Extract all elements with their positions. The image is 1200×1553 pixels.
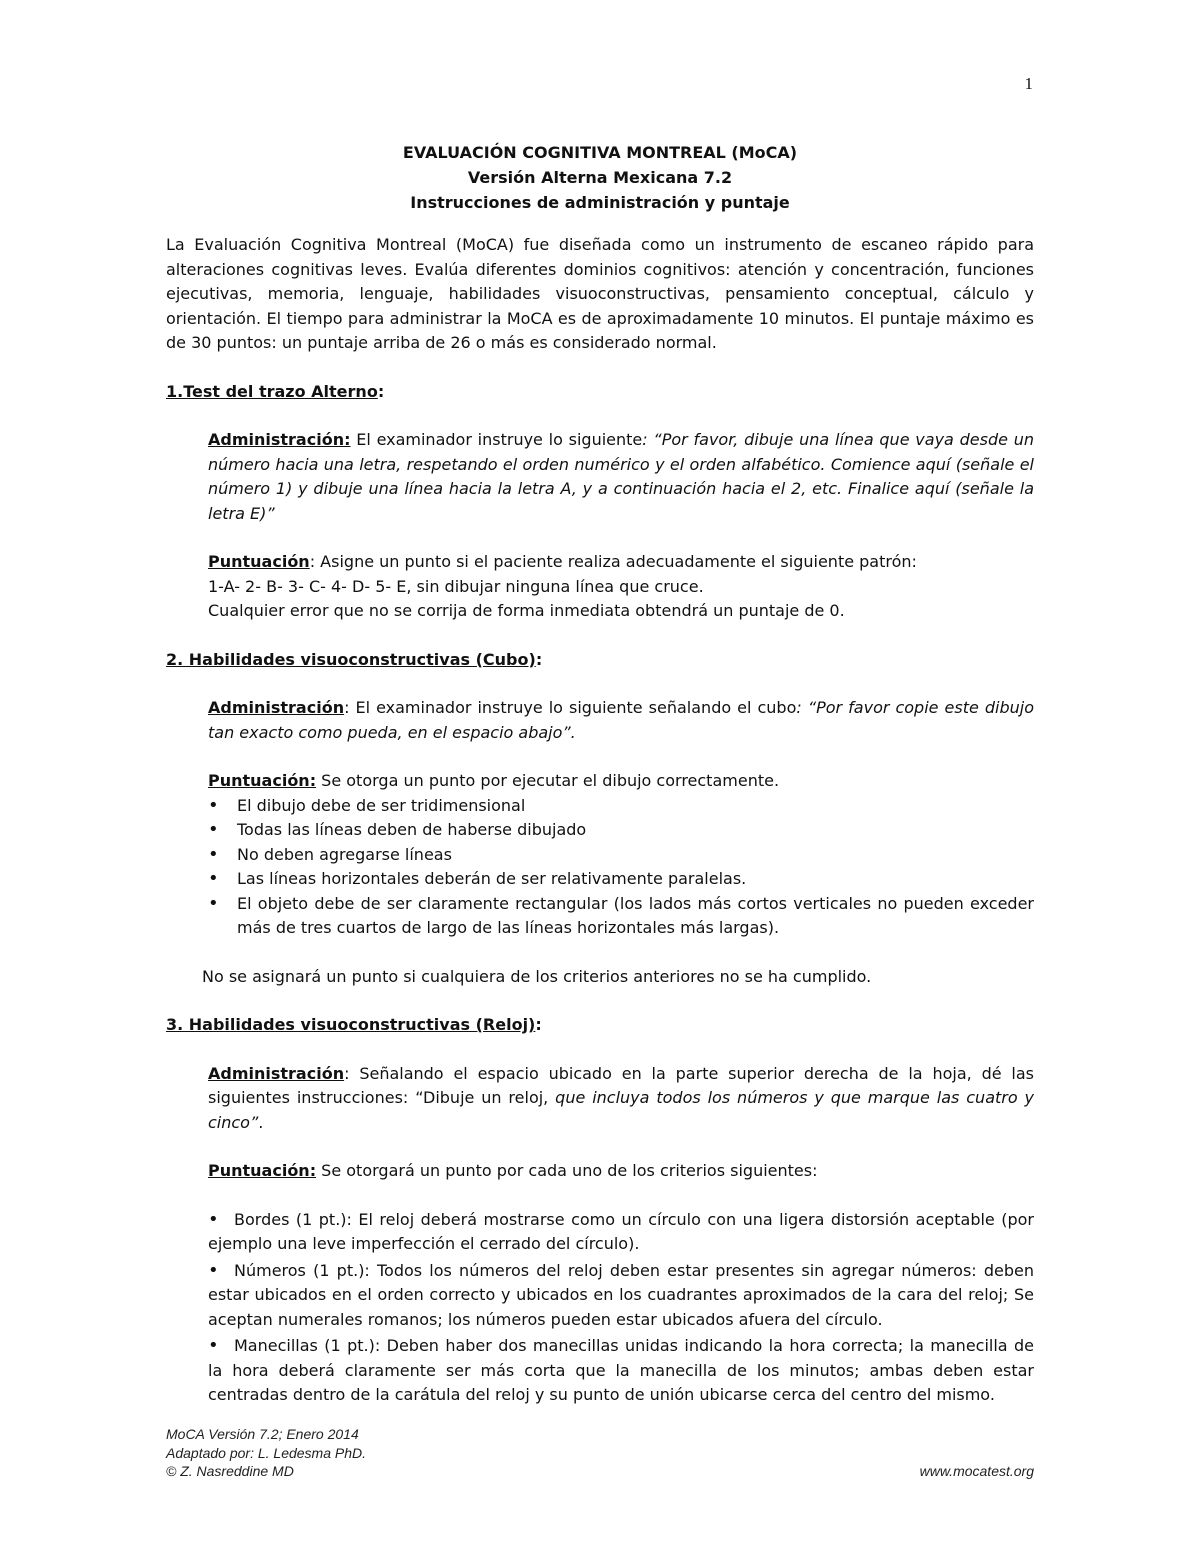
list-item: • No deben agregarse líneas	[208, 843, 1034, 868]
list-item: • Números (1 pt.): Todos los números del reloj deben estar presentes sin agregar números: deben estar ubicados en el orden correcto y ubicados en los cuadrantes aproximados de la cara del reloj; Se aceptan numerales romanos; los números pueden estar ubicados afuera del círculo.	[208, 1259, 1034, 1329]
section-2-note: No se asignará un punto si cualquiera de los criterios anteriores no se ha cumplido.	[202, 966, 872, 986]
cube-criteria-list	[208, 794, 1034, 941]
page-number: 1	[1024, 74, 1033, 93]
document-subtitle: Versión Alterna Mexicana 7.2	[467, 168, 733, 187]
clock-criteria-list	[208, 1208, 1034, 1408]
footer-adapted-by: Adaptado por: L. Ledesma PhD.	[166, 1444, 367, 1461]
list-item: • El dibujo debe de ser tridimensional	[208, 794, 1034, 819]
list-item: • Todas las líneas deben de haberse dibujado	[208, 818, 1034, 843]
list-item: • El objeto debe de ser claramente rectangular (los lados más cortos verticales no pueden exceder más de tres cuartos de largo de las líneas horizontales más largas).	[208, 892, 1034, 941]
document-title: EVALUACIÓN COGNITIVA MONTREAL (MoCA)	[402, 143, 798, 162]
bullet-icon: •	[208, 1335, 219, 1356]
scoring-label: Puntuación:	[208, 1161, 317, 1180]
administration-label: Administración:	[208, 430, 351, 449]
section-1-administration: Administración: El examinador instruye lo siguiente: “Por favor, dibuje una línea que vaya desde un número hacia una letra, respetando el orden numérico y el orden alfabético. Comience aquí (señale el número 1) y dibuje una línea hacia la letra A, y a continuación hacia el 2, etc. Finalice aquí (señale la letra E)”	[208, 430, 1034, 523]
list-item: • Bordes (1 pt.): El reloj deberá mostrarse como un círculo con una ligera distorsión aceptable (por ejemplo una leve imperfección el cerrado del círculo).	[208, 1208, 1034, 1253]
footer-website: www.mocatest.org	[919, 1463, 1034, 1479]
section-3-heading: 3. Habilidades visuoconstructivas (Reloj):	[166, 1015, 542, 1034]
section-1-scoring: Puntuación: Asigne un punto si el paciente realiza adecuadamente el siguiente patrón:	[208, 552, 917, 571]
section-1-heading: 1.Test del trazo Alterno:	[166, 381, 385, 401]
intro-paragraph: La Evaluación Cognitiva Montreal (MoCA) fue diseñada como un instrumento de escaneo rápido para alteraciones cognitivas leves. Evalúa diferentes dominios cognitivos: atención y concentración, funciones ejecutivas, memoria, lenguaje, habilidades visuoconstructivas, pensamiento conceptual, cálculo y orientación. El tiempo para administrar la MoCA es de aproximadamente 10 minutos. El puntaje máximo es de 30 puntos: un puntaje arriba de 26 o más es considerado normal.	[166, 235, 1034, 352]
document-header	[166, 140, 1034, 215]
administration-label: Administración	[208, 698, 345, 717]
list-item: • Las líneas horizontales deberán de ser relativamente paralelas.	[208, 867, 1034, 892]
footer-version: MoCA Versión 7.2; Enero 2014	[166, 1426, 359, 1442]
section-2-administration: Administración: El examinador instruye lo siguiente señalando el cubo: “Por favor copie este dibujo tan exacto como pueda, en el espacio abajo”.	[208, 698, 1035, 742]
page-footer	[166, 1425, 1034, 1481]
document-subtitle-2: Instrucciones de administración y puntaje	[410, 193, 790, 212]
section-2-scoring: Puntuación: Se otorga un punto por ejecutar el dibujo correctamente.	[208, 771, 780, 790]
scoring-label: Puntuación	[208, 552, 310, 571]
bullet-icon: •	[208, 1208, 219, 1230]
section-2-heading: 2. Habilidades visuoconstructivas (Cubo):	[166, 649, 543, 669]
administration-label: Administración	[208, 1063, 345, 1083]
bullet-icon: •	[208, 1259, 219, 1281]
document-body	[166, 233, 1034, 1410]
section-1-pattern: 1-A- 2- B- 3- C- 4- D- 5- E, sin dibujar ninguna línea que cruce.	[208, 576, 704, 596]
section-3-scoring: Puntuación: Se otorgará un punto por cada uno de los criterios siguientes:	[208, 1161, 818, 1180]
scoring-label: Puntuación:	[208, 771, 317, 790]
section-3-administration: Administración: Señalando el espacio ubicado en la parte superior derecha de la hoja, dé las siguientes instrucciones: “Dibuje un reloj, que incluya todos los números y que marque las cuatro y cinco”.	[208, 1063, 1035, 1132]
list-item: • Manecillas (1 pt.): Deben haber dos manecillas unidas indicando la hora correcta; la manecilla de la hora deberá claramente ser más corta que la manecilla de los minutos; ambas deben estar centradas dentro de la carátula del reloj y su punto de unión ubicarse cerca del centro del mismo.	[208, 1335, 1034, 1404]
section-1-error-note: Cualquier error que no se corrija de forma inmediata obtendrá un puntaje de 0.	[208, 601, 845, 620]
footer-copyright: © Z. Nasreddine MD	[166, 1463, 294, 1479]
